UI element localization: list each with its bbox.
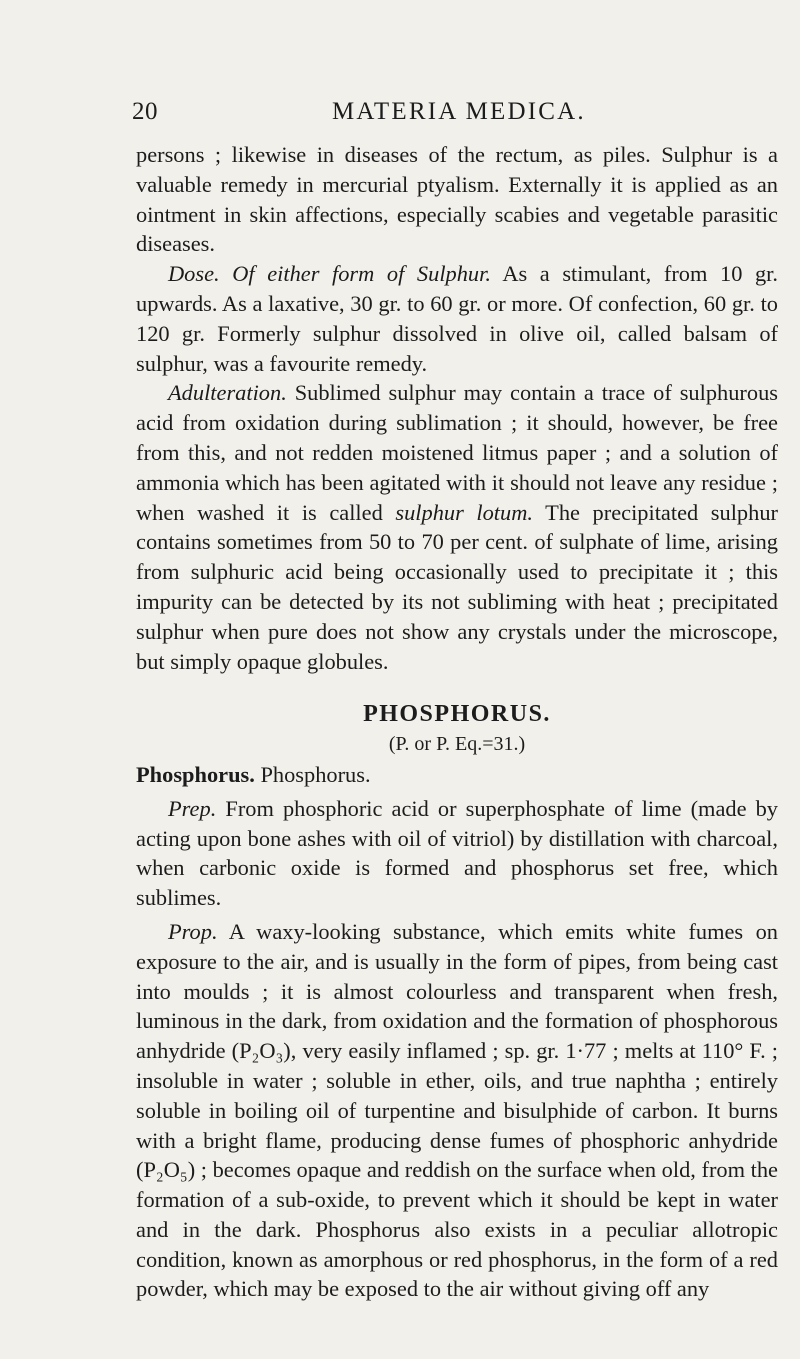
prep-text: From phosphoric acid or superphosphate of lime (made by acting upon bone ashes with oil of vitriol) by distillation with charcoal, when carbonic oxide is formed and phosphorus set free, which sublimes. xyxy=(136,795,778,911)
prop-text: A waxy-looking substance, which emits white fumes on exposure to the air, and is usually in the form of pipes, from being cast into moulds ; it is almost colourless and transparent when fresh, luminous in the dark, from oxidation and the formation of phosphorous anhydride (P₂O₃), very easily inflamed ; sp. gr. 1·77 ; melts at 110° F. ; insoluble in water ; soluble in ether, oils, and true naphtha ; entirely soluble in boiling oil of turpentine and bisulphide of carbon. It burns with a bright flame, producing dense fumes of phosphoric anhydride (P₂O₅) ; becomes opaque and reddish on the surface when old, from the formation of a sub-oxide, to prevent which it should be kept in water and in the dark. Phosphorus also exists in a peculiar allotropic condition, known as amorphous or red phosphorus, in the form of a red powder, which may be exposed to the air without giving off any xyxy=(136,918,778,1302)
paragraph-dose xyxy=(136,259,778,378)
body-text xyxy=(136,140,778,1304)
section-subtitle: (P. or P. Eq.=31.) xyxy=(388,733,526,756)
adulteration-italic: sulphur lotum. xyxy=(395,499,533,525)
dose-label: Dose. Of either form of Sulphur. xyxy=(168,261,491,287)
running-title: MATERIA MEDICA. xyxy=(332,98,586,125)
paragraph-prop xyxy=(136,917,778,1304)
phosphorus-bold-name: Phosphorus. xyxy=(136,761,255,787)
adulteration-text-2: The precipitated sulphur contains sometimes from 50 to 70 per cent. of sulphate of lime, arising from sulphuric acid being occasionally used to precipitate it ; this impurity can be detected by its not subliming with heat ; precipitated sulphur when pure does not show any crystals under the microscope, but simply opaque globules. xyxy=(136,499,778,674)
page-header xyxy=(132,98,722,138)
paragraph-phosphorus-name xyxy=(136,760,778,790)
adulteration-text-1: Sublimed sulphur may contain a trace of sulphurous acid from oxidation during sublimation ; it should, however, be free from this, and not redden moistened litmus paper ; and a solution of ammonia which has been agitated with it should not leave any residue ; when washed it is called xyxy=(136,380,778,525)
section-title: PHOSPHORUS. xyxy=(363,701,551,728)
paragraph-adulteration xyxy=(136,378,778,676)
paragraph-sulphur-uses: persons ; likewise in diseases of the rectum, as piles. Sulphur is a valuable remedy in mercurial ptyalism. Externally it is applied as an ointment in skin affections, especially scabies and vegetable parasitic diseases. xyxy=(136,142,778,257)
page-number: 20 xyxy=(132,98,158,125)
dose-text: As a stimulant, from 10 gr. upwards. As a laxative, 30 gr. to 60 gr. or more. Of confection, 60 gr. to 120 gr. Formerly sulphur dissolved in olive oil, called balsam of sulphur, was a favourite remedy. xyxy=(136,261,778,376)
phosphorus-name: Phosphorus. xyxy=(254,761,371,787)
prop-label: Prop. xyxy=(168,918,218,944)
prep-label: Prep. xyxy=(168,795,217,821)
paragraph-prep xyxy=(136,794,778,913)
adulteration-label: Adulteration. xyxy=(168,380,287,406)
